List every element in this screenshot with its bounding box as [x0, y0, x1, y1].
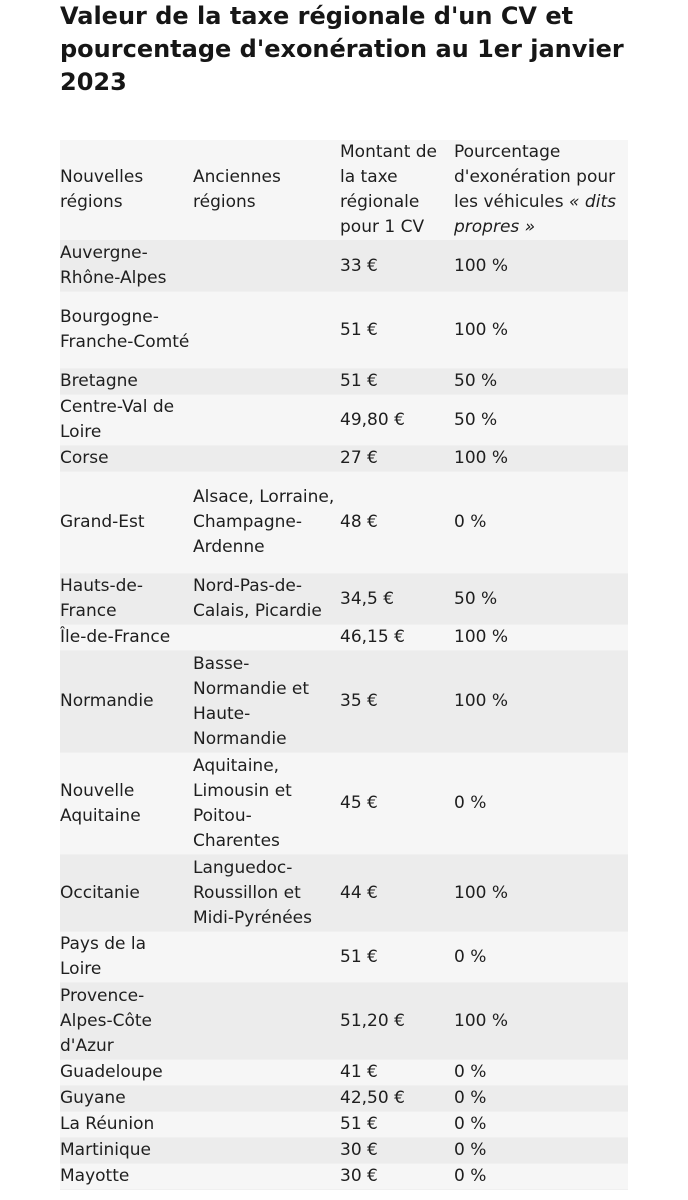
exemption-cell: 100 %	[454, 651, 628, 753]
amount-cell: 35 €	[340, 651, 454, 753]
old-regions-cell: Alsace, Lorraine, Champagne-Ardenne	[193, 472, 340, 574]
amount-cell: 49,80 €	[340, 395, 454, 446]
new-region-cell: Nouvelle Aquitaine	[60, 753, 193, 855]
table-row	[60, 369, 628, 395]
table-row	[60, 1164, 628, 1190]
amount-cell: 27 €	[340, 446, 454, 472]
regional-tax-table	[60, 140, 628, 1190]
exemption-cell: 100 %	[454, 625, 628, 651]
new-region-cell: Centre-Val de Loire	[60, 395, 193, 446]
old-regions-cell	[193, 1164, 340, 1190]
amount-cell: 42,50 €	[340, 1086, 454, 1112]
new-region-cell: Provence-Alpes-Côte d'Azur	[60, 983, 193, 1060]
old-regions-cell	[193, 1060, 340, 1086]
new-region-cell: Bretagne	[60, 369, 193, 395]
new-region-cell: Mayotte	[60, 1164, 193, 1190]
new-region-cell: Occitanie	[60, 855, 193, 932]
old-regions-cell: Nord-Pas-de-Calais, Picardie	[193, 574, 340, 625]
old-regions-cell	[193, 241, 340, 292]
amount-cell: 34,5 €	[340, 574, 454, 625]
old-regions-cell	[193, 369, 340, 395]
table-row	[60, 855, 628, 932]
table-row	[60, 446, 628, 472]
new-region-cell: Guyane	[60, 1086, 193, 1112]
table-row	[60, 1060, 628, 1086]
table-row	[60, 574, 628, 625]
old-regions-cell: Aquitaine, Limousin et Poitou-Charentes	[193, 753, 340, 855]
amount-cell: 30 €	[340, 1164, 454, 1190]
new-region-cell: Martinique	[60, 1138, 193, 1164]
amount-cell: 51 €	[340, 1112, 454, 1138]
old-regions-cell	[193, 932, 340, 983]
exemption-cell: 0 %	[454, 472, 628, 574]
page-title: Valeur de la taxe régionale d'un CV et pourcentage d'exonération au 1er janvier 2023	[60, 2, 624, 96]
old-regions-cell: Basse-Normandie et Haute-Normandie	[193, 651, 340, 753]
header-new-regions: Nouvelles régions	[60, 140, 193, 241]
header-amount: Montant de la taxe régionale pour 1 CV	[340, 140, 454, 241]
old-regions-cell	[193, 446, 340, 472]
exemption-cell: 50 %	[454, 574, 628, 625]
amount-cell: 46,15 €	[340, 625, 454, 651]
table-row	[60, 753, 628, 855]
new-region-cell: Grand-Est	[60, 472, 193, 574]
table-row	[60, 983, 628, 1060]
old-regions-cell	[193, 292, 340, 369]
amount-cell: 30 €	[340, 1138, 454, 1164]
table-row	[60, 241, 628, 292]
exemption-cell: 100 %	[454, 292, 628, 369]
header-exemption-emphasis: « dits propres »	[454, 192, 616, 237]
amount-cell: 51 €	[340, 369, 454, 395]
table-row	[60, 932, 628, 983]
exemption-cell: 100 %	[454, 241, 628, 292]
new-region-cell: Hauts-de-France	[60, 574, 193, 625]
amount-cell: 44 €	[340, 855, 454, 932]
old-regions-cell	[193, 1112, 340, 1138]
amount-cell: 51 €	[340, 292, 454, 369]
exemption-cell: 0 %	[454, 1060, 628, 1086]
exemption-cell: 0 %	[454, 753, 628, 855]
new-region-cell: Bourgogne-Franche-Comté	[60, 292, 193, 369]
new-region-cell: Île-de-France	[60, 625, 193, 651]
new-region-cell: Corse	[60, 446, 193, 472]
new-region-cell: Auvergne-Rhône-Alpes	[60, 241, 193, 292]
table-row	[60, 472, 628, 574]
exemption-cell: 50 %	[454, 395, 628, 446]
exemption-cell: 0 %	[454, 1112, 628, 1138]
exemption-cell: 50 %	[454, 369, 628, 395]
exemption-cell: 100 %	[454, 983, 628, 1060]
exemption-cell: 0 %	[454, 1086, 628, 1112]
header-exemption	[454, 140, 628, 241]
table-row	[60, 1112, 628, 1138]
table-row	[60, 395, 628, 446]
exemption-cell: 0 %	[454, 932, 628, 983]
new-region-cell: La Réunion	[60, 1112, 193, 1138]
table-row	[60, 292, 628, 369]
new-region-cell: Guadeloupe	[60, 1060, 193, 1086]
amount-cell: 48 €	[340, 472, 454, 574]
old-regions-cell	[193, 983, 340, 1060]
exemption-cell: 0 %	[454, 1164, 628, 1190]
table-row	[60, 1086, 628, 1112]
old-regions-cell	[193, 1138, 340, 1164]
amount-cell: 51,20 €	[340, 983, 454, 1060]
amount-cell: 41 €	[340, 1060, 454, 1086]
table-row	[60, 1138, 628, 1164]
amount-cell: 51 €	[340, 932, 454, 983]
new-region-cell: Pays de la Loire	[60, 932, 193, 983]
header-exemption-text: Pourcentage d'exonération pour les véhicules	[454, 142, 616, 212]
header-old-regions: Anciennes régions	[193, 140, 340, 241]
new-region-cell: Normandie	[60, 651, 193, 753]
old-regions-cell	[193, 395, 340, 446]
old-regions-cell	[193, 1086, 340, 1112]
amount-cell: 45 €	[340, 753, 454, 855]
exemption-cell: 100 %	[454, 855, 628, 932]
exemption-cell: 100 %	[454, 446, 628, 472]
amount-cell: 33 €	[340, 241, 454, 292]
old-regions-cell	[193, 625, 340, 651]
table-body	[60, 241, 628, 1190]
old-regions-cell: Languedoc-Roussillon et Midi-Pyrénées	[193, 855, 340, 932]
exemption-cell: 0 %	[454, 1138, 628, 1164]
table-row	[60, 651, 628, 753]
table-row	[60, 625, 628, 651]
table-header-row	[60, 140, 628, 241]
